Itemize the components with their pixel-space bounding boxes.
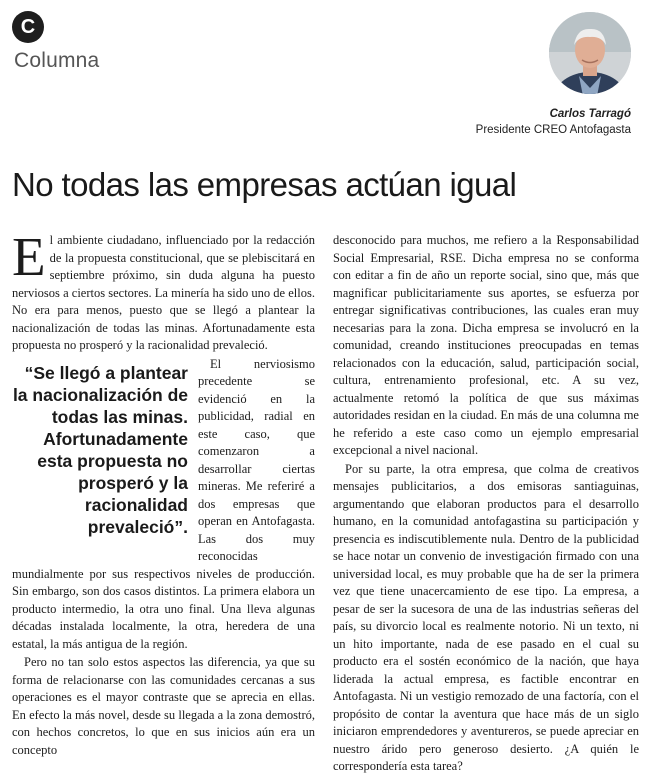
author-name: Carlos Tarragó [549, 108, 631, 120]
paragraph-1-text: l ambiente ciudadano, influenciado por la redacción de la propuesta constitucional, que se plebiscitará en septiembre próximo, sin duda alguna ha puesto nerviosos a ciertos sectores. La minería ha sido uno de ellos. No era para menos, puesto que se llegó a plantear la nacionalización de todas las minas. Afortunadamente esta propuesta no prosperó y la racionalidad prevaleció. [12, 233, 315, 352]
section-label: Columna [14, 49, 100, 72]
headline: No todas las empresas actúan igual [12, 166, 517, 203]
author-photo [549, 12, 631, 94]
author-role: Presidente CREO Antofagasta [475, 124, 631, 136]
paragraph-2 [12, 356, 315, 654]
column-right [333, 232, 639, 777]
column-logo-icon: C [12, 11, 44, 43]
paragraph-4: desconocido para muchos, me refiero a la Responsabilidad Social Empresarial, RSE. Dicha empresa no se conforma con editar a fin de año un reporte social, sino que, más que magnificar publicitariamente sus aportes, se esfuerza por entregar significativas contribuciones, las cuales eran muy necesarias para la zona. Dicha empresa se involucró en la comunidad, creando instituciones preocupadas en temas relacionados con la educación, salud, participación social, cultura, entrenamiento profesional, etc. A su vez, actualmente retomó la política de que sus máximas autoridades residan en la ciudad. En más de una columna me he referido a este caso como un ejemplo empresarial excepcional a nivel nacional. [333, 233, 639, 457]
paragraph-1 [12, 226, 315, 355]
paragraph-3: Pero no tan solo estos aspectos las diferencia, ya que su forma de relacionarse con las comunidades cercanas a sus operaciones es el mayor contraste que se aprecia en ellas. En efecto la más novel, desde su llegada a la zona demostró, con hechos concretos, lo que en sus inicios aún era un concepto [12, 655, 315, 757]
column-left [12, 226, 315, 760]
author-portrait-icon [549, 12, 631, 94]
pull-quote: “Se llegó a plantear la nacionalización de todas las minas. Afortunadamente esta propuesta no prosperó y la racionalidad prevaleció”. [12, 362, 188, 537]
drop-cap: E [12, 226, 46, 287]
paragraph-5: Por su parte, la otra empresa, que colma de creativos mensajes publicitarios, a dos emisoras santiaguinas, argumentando que elaboran productos para el desarrollo humano, en la comunidad antofagastina su participación y presencia es indiscutiblemente nula. Dentro de la publicidad se hace notar un convenio de investigación firmado con una universidad local, es muy probable que ha de ser la primera vez que tiene unacercamiento de ese tipo. La empresa, a pesar de ser la sucesora de una de las industrias señeras del país, su divorcio local es realmente notorio. Ni un texto, ni un hito importante, nada de ese pasado en el cual su producto era el sostén económico de la nación, que haya liderada la actual empresa, es factible encontrar en Antofagasta. Ni un vestigio remozado de una factoría, con el propósito de contar la aventura que hace más de un siglo iniciaron emprendedores y aventureros, se puede apreciar en nuestro árido pero generoso desierto. ¿A quién le correspondería esta tarea? [333, 461, 639, 773]
paragraph-2-text: El nerviosismo precedente se evidenció en la publicidad, radial en este caso, que comenzaron a desarrollar ciertas mineras. Me referiré a dos empresas que operan en Antofagasta. Las dos muy reconocidas mundialmente por sus respectivos niveles de producción. Sin embargo, son dos casos distintos. La primera elabora un producto intermedio, la otra uno final. Una lleva algunas décadas instalada localmente, la otra, heredera de una estatal, la más antigua de la región. [12, 356, 315, 651]
